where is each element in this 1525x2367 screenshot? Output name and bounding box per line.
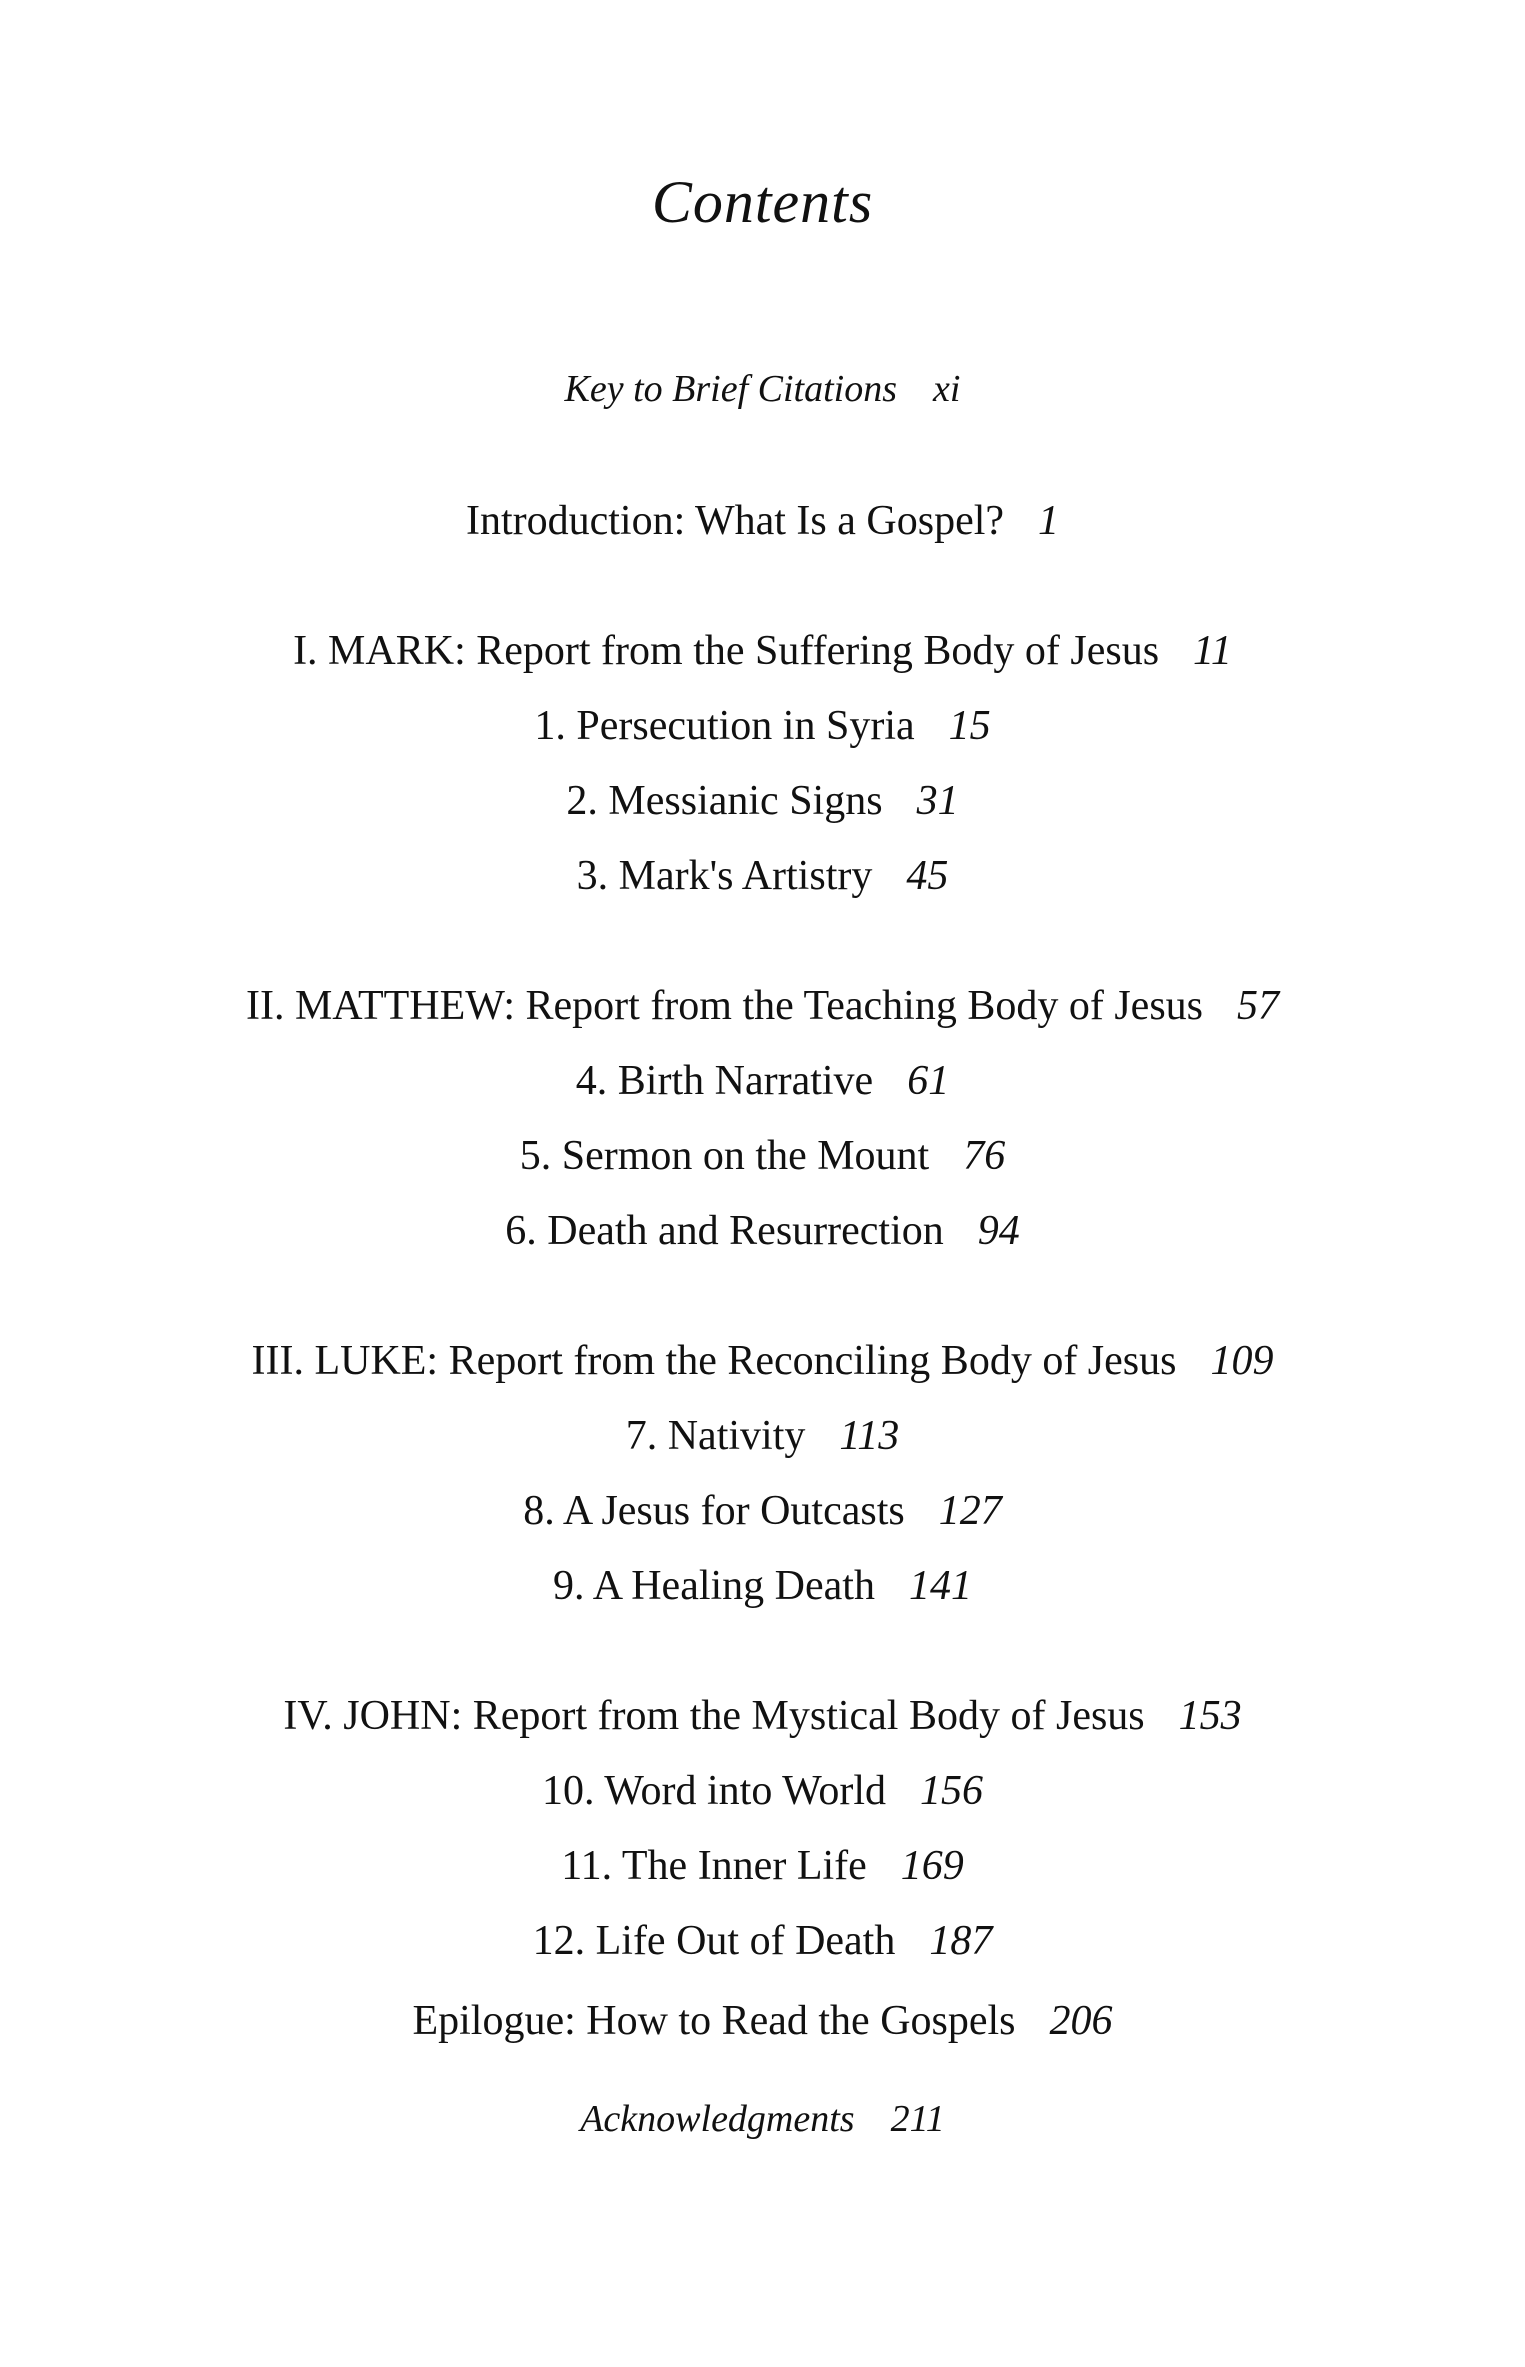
toc-entry-label: 11. The Inner Life — [561, 1843, 867, 1889]
toc-entry-page: 76 — [963, 1133, 1006, 1179]
toc-entry-label: III. LUKE: Report from the Reconciling Body of Jesus — [251, 1338, 1177, 1384]
toc-entry-label: 6. Death and Resurrection — [505, 1208, 944, 1254]
toc-chapter-4 — [0, 1060, 1525, 1102]
toc-entry-label: 8. A Jesus for Outcasts — [523, 1488, 905, 1534]
toc-entry-page: 206 — [1049, 1998, 1113, 2044]
toc-entry-label: 1. Persecution in Syria — [534, 703, 915, 749]
toc-entry-introduction — [0, 500, 1525, 542]
toc-entry-label: 7. Nativity — [625, 1413, 806, 1459]
toc-part-john — [0, 1695, 1525, 1737]
toc-entry-page: 127 — [938, 1488, 1002, 1534]
toc-entry-label: Acknowledgments — [580, 2098, 855, 2140]
toc-entry-page: 31 — [916, 778, 959, 824]
toc-entry-page: 1 — [1038, 498, 1060, 544]
toc-entry-label: Epilogue: How to Read the Gospels — [412, 1998, 1016, 2044]
toc-entry-page: 109 — [1210, 1338, 1274, 1384]
toc-entry-page: 61 — [907, 1058, 950, 1104]
toc-entry-label: 12. Life Out of Death — [532, 1918, 896, 1964]
toc-entry-page: 141 — [908, 1563, 972, 1609]
toc-entry-acknowledgments — [0, 2100, 1525, 2138]
toc-chapter-9 — [0, 1565, 1525, 1607]
toc-entry-key-to-citations — [0, 370, 1525, 408]
toc-chapter-7 — [0, 1415, 1525, 1457]
toc-entry-label: II. MATTHEW: Report from the Teaching Body of Jesus — [245, 983, 1204, 1029]
page-title: Contents — [651, 169, 874, 235]
toc-entry-label: I. MARK: Report from the Suffering Body of Jesus — [293, 628, 1160, 674]
toc-entry-page: 45 — [906, 853, 949, 899]
toc-entry-label: 10. Word into World — [541, 1768, 887, 1814]
toc-entry-epilogue — [0, 2000, 1525, 2042]
toc-entry-page: 169 — [900, 1843, 964, 1889]
toc-part-luke — [0, 1340, 1525, 1382]
toc-entry-page: 94 — [977, 1208, 1020, 1254]
toc-chapter-3 — [0, 855, 1525, 897]
toc-entry-label: 2. Messianic Signs — [566, 778, 883, 824]
toc-entry-label: Key to Brief Citations — [564, 368, 898, 410]
toc-entry-page: xi — [933, 368, 961, 410]
toc-entry-page: 211 — [890, 2098, 945, 2140]
toc-entry-label: 4. Birth Narrative — [575, 1058, 874, 1104]
toc-chapter-5 — [0, 1135, 1525, 1177]
toc-chapter-1 — [0, 705, 1525, 747]
toc-part-mark — [0, 630, 1525, 672]
toc-chapter-6 — [0, 1210, 1525, 1252]
toc-chapter-10 — [0, 1770, 1525, 1812]
toc-entry-label: Introduction: What Is a Gospel? — [465, 498, 1005, 544]
toc-entry-page: 113 — [839, 1413, 900, 1459]
toc-entry-page: 153 — [1178, 1693, 1242, 1739]
toc-entry-label: 9. A Healing Death — [553, 1563, 875, 1609]
toc-entry-page: 11 — [1193, 628, 1232, 674]
toc-entry-label: 5. Sermon on the Mount — [519, 1133, 930, 1179]
toc-entry-page: 156 — [920, 1768, 984, 1814]
toc-chapter-2 — [0, 780, 1525, 822]
toc-entry-page: 15 — [948, 703, 991, 749]
toc-part-matthew — [0, 985, 1525, 1027]
toc-entry-label: IV. JOHN: Report from the Mystical Body of Jesus — [283, 1693, 1145, 1739]
toc-chapter-11 — [0, 1845, 1525, 1887]
toc-entry-label: 3. Mark's Artistry — [576, 853, 873, 899]
toc-entry-page: 57 — [1237, 983, 1280, 1029]
toc-chapter-12 — [0, 1920, 1525, 1962]
toc-chapter-8 — [0, 1490, 1525, 1532]
toc-entry-page: 187 — [929, 1918, 993, 1964]
